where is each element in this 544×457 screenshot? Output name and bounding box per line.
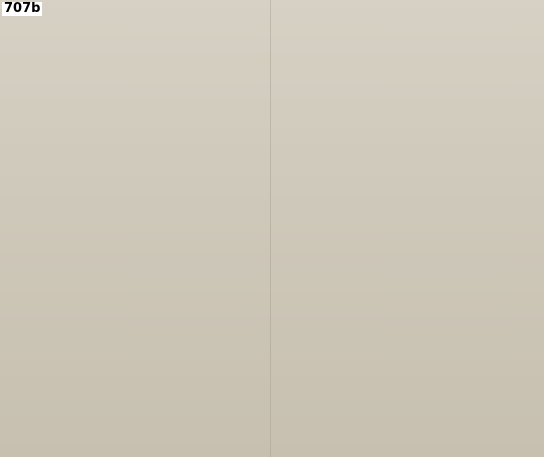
column-divider — [270, 0, 271, 457]
page-label: 707b — [4, 1, 41, 16]
